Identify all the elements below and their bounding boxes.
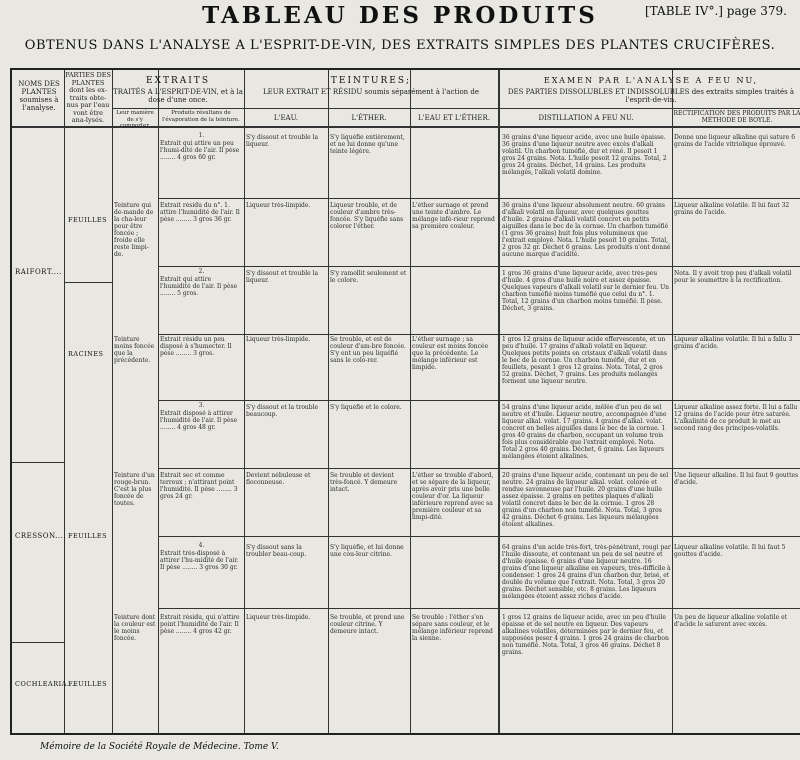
header-product: Produits résultans de l'évaporation de la teinture. bbox=[162, 110, 240, 123]
cell-eau: S'y dissout et la trouble beaucoup. bbox=[246, 404, 319, 418]
header-extraits: EXTRAITS bbox=[146, 76, 210, 86]
cell-rectification: Nota. Il y avoit trop peu d'alkali volatil pour le soumettre à la rectification. bbox=[674, 270, 792, 284]
header-eau-ether: L'EAU ET L'ÉTHER. bbox=[418, 114, 490, 122]
data-table bbox=[10, 68, 800, 735]
cell-product: Extrait qui attire l'humidité de l'air. Il pèse ........ 5 gros. bbox=[160, 276, 238, 297]
cell-rectification: Donne une liqueur alkaline qui sature 6 grains de l'acide vitriolique éprouvé. bbox=[674, 134, 796, 148]
cell-eau: S'y dissout et trouble la liqueur. bbox=[246, 134, 319, 148]
row-number: 2. bbox=[198, 268, 205, 275]
plant-part: FEUILLES bbox=[68, 216, 108, 224]
part-divider bbox=[64, 282, 112, 283]
cell-ether: S'y ramollit seulement et le colore. bbox=[330, 270, 407, 284]
col-divider bbox=[158, 70, 159, 733]
row-divider bbox=[158, 536, 800, 537]
footer-citation: Mémoire de la Société Royale de Médecine. Tome V. bbox=[40, 742, 279, 752]
table-reference: [TABLE IV°.] page 379. bbox=[645, 4, 787, 18]
cell-product: Extrait très-disposé à attirer l'hu-midité de l'air. Il pèse ........ 3 gros 30 gr. bbox=[160, 550, 239, 571]
cell-distillation: 36 grains d'une liqueur absolument neutre. 60 grains d'alkali volatil en liqueur, avec quelques gouttes d'huile. 2 grains d'alkali volatil concret en petits aiguilles dans le bec de la cornue. Un charbon tuméfié (1 gros 36 grains) huit fois plus volumineux que l'extrait employé. Nota. L'huile pesoit 10 grains. Total, 2 gros 32 gr. Déchet 6 grains. Les produits n'ont donné aucune marque d'acidité. bbox=[502, 202, 671, 258]
cell-manner: Teinture qui de-mande de la cha-leur pour être foncée ; froide elle reste limpi-de. bbox=[114, 202, 154, 258]
cell-eau: Liqueur très-limpide. bbox=[246, 202, 311, 209]
header-examen-sub: DES PARTIES DISSOLUBLES ET INDISSOLUBLES des extraits simples traités à l'esprit-de-vin. bbox=[507, 88, 795, 104]
cell-ether: Se trouble, et prend une couleur citrine. Y demeure intact. bbox=[330, 614, 405, 635]
cell-eau: Devient nébuleuse et floconneuse. bbox=[246, 472, 311, 486]
cell-distillation: 20 grains d'une liqueur acide, contenant un peu de sel neutre. 24 grains de liqueur alkal. volat. colorée et rendue savonneuse par l'huile. 20 grains d'une huile assez épaisse. 2 grains en petites plaques d'alkali volatil concret dans le bec de la cornue. 1 gros 28 grains d'un charbon non tuméfié. Nota. Total, 3 gros 42 grains. Déchet 6 grains. Les liqueurs mélangées étoient alkalines. bbox=[502, 472, 669, 528]
row-number: 3. bbox=[198, 402, 205, 409]
cell-eau-ether: L'éther surnage et prend une teinte d'ambre. Le mélange infé-rieur reprend sa première couleur. bbox=[412, 202, 495, 230]
cell-ether: S'y liquéfie entièrement, et ne lui donne qu'une teinte légère. bbox=[330, 134, 405, 155]
col-divider bbox=[244, 70, 245, 733]
cell-rectification: Liqueur alkaline volatile. Il lui faut 5 gouttes d'acide. bbox=[674, 544, 786, 558]
cell-product: Extrait qui attire un peu l'humi-dité de l'air. Il pèse ........ 4 gros 60 gr. bbox=[160, 140, 240, 161]
col-divider bbox=[672, 70, 673, 733]
cell-distillation: 54 grains d'une liqueur acide, mêlée d'un peu de sel neutre et d'huile. Liqueur neutre, accompagnée d'une liqueur alkal. volat. 17 grains. 4 grains d'alkal. volat. concret en belles aiguilles dans le bec de la cornue. 1 gros 40 grains de charbon, occupant un volume trois fois plus considérable que l'extrait employé. Nota. Total 2 gros 40 grains. Déchet, 6 grains. Les liqueurs mélangées étoient alkalines. bbox=[502, 404, 667, 460]
col-divider bbox=[112, 70, 113, 733]
col-divider bbox=[498, 70, 500, 733]
cell-product: Extrait résidu, qui n'attire point l'humidité de l'air. Il pèse ........ 4 gros 42 gr. bbox=[160, 614, 240, 635]
cell-product: Extrait résidu un peu disposé à s'humecter. Il pèse ........ 3 gros. bbox=[160, 336, 232, 357]
cell-rectification: Un peu de liqueur alkaline volatile et d'acide le saturent avec excès. bbox=[674, 614, 788, 628]
cell-distillation: 64 grains d'un acide très-fort, très-pénétrant, rougi par l'huile dissoute, et contenant un peu de sel neutre et d'huile épaisse. 6 grains d'une liqueur neutre. 16 grains d'une liqueur alkaline en vapeurs, très-difficile à condenser. 1 gros 24 grains d'un charbon dur, brisé, et double du volume que l'extrait. Nota. Total, 3 gros 20 grains. Déchet sensible, etc. 8 grains. Les liqueurs mélangées étoient assez riches d'acide. bbox=[502, 544, 671, 600]
plant-divider bbox=[12, 642, 64, 643]
cell-distillation: 1 gros 36 grains d'une liqueur acide, avec très-peu d'huile. 4 gros d'une huile noire et assez épaisse. Quelques vapeurs d'alkali volatil sur le dernier feu. Un charbon tuméfié moins tuméfié que celui du n°. 1. Total, 12 grains d'un charbon moins tuméfié. Il pèse. Déchet, 3 grains. bbox=[502, 270, 670, 312]
plant-divider bbox=[12, 462, 64, 463]
cell-distillation: 1 gros 12 grains de liqueur acide, avec un peu d'huile épaisse et de sel neutre en liqueur. Des vapeurs alkalines volatiles, déterminées par le dernier feu, et supposées peser 4 grains. 1 gros 24 grains de charbon non tuméfié. Nota. Total, 3 gros 46 grains. Déchet 8 grains. bbox=[502, 614, 669, 656]
header-extraits-sub: TRAITÉS A L'ESPRIT-DE-VIN, et à la dose d'une once. bbox=[113, 88, 243, 104]
cell-product: Extrait disposé à attirer l'humidité de l'air. Il pèse ........ 4 gros 48 gr. bbox=[160, 410, 238, 431]
col-divider bbox=[64, 70, 65, 733]
row-number: 1. bbox=[198, 132, 205, 139]
cell-ether: S'y liquéfie et le colore. bbox=[330, 404, 402, 411]
cell-product: Extrait résidu du n°. 1. attire l'humidité de l'air. Il pèse ........ 3 gros 36 gr. bbox=[160, 202, 240, 223]
plant-part: RACINES bbox=[68, 350, 104, 358]
cell-manner: Teinture moins foncée que la précédente. bbox=[114, 336, 155, 364]
col-divider bbox=[410, 70, 411, 733]
cell-eau-ether: Se trouble : l'éther s'en sépare sans couleur, et le mélange inférieur reprend la sienne. bbox=[412, 614, 493, 642]
cell-ether: Se trouble, et est de couleur d'am-bre foncée. S'y ent un peu liquéfié sans le colo-rer. bbox=[330, 336, 406, 364]
cell-distillation: 1 gros 12 grains de liqueur acide effervescente, et un peu d'huile. 17 grains d'alkali volatil en liqueur. Quelques petits points en cristaux d'alkali volatil dans le bec de la cornue. Un charbon tuméfié, dur et en feuillets, pesant 1 gros 12 grains. Nota. Total, 2 gros 52 grains. Déchet, 7 grains. Les produits mélangés forment une liqueur neutre. bbox=[502, 336, 667, 385]
header-noms: NOMS DES PLANTES soumises à l'analyse. bbox=[18, 80, 60, 112]
row-divider bbox=[158, 468, 800, 469]
header-manner: Leur manière de s'y comporter. bbox=[116, 110, 154, 129]
page-title: TABLEAU DES PRODUITS bbox=[202, 2, 598, 29]
cell-ether: S'y liquéfie, et lui donne une cou-leur citrine. bbox=[330, 544, 404, 558]
cell-eau: Liqueur très-limpide. bbox=[246, 614, 311, 621]
header-distillation: DISTILLATION A FEU NU. bbox=[538, 114, 634, 122]
plant-part: FEUILLES bbox=[68, 680, 108, 688]
row-divider bbox=[158, 266, 800, 267]
cell-product: Extrait sec et comme terreux ; n'attirant point l'humidité. Il pèse ........ 3 gros 24 gr. bbox=[160, 472, 238, 500]
header-rule bbox=[112, 108, 800, 109]
header-rectification: RECTIFICATION DES PRODUITS PAR LA MÉTHODE DE BOYLE. bbox=[673, 110, 800, 124]
header-teintures-sub: LEUR EXTRAIT ET RÉSIDU soumis séparément à l'action de bbox=[262, 88, 480, 96]
header-teintures: TEINTURES; bbox=[330, 76, 412, 86]
row-divider bbox=[158, 198, 800, 199]
cell-ether: Liqueur trouble, et de couleur d'ambre très-foncée. S'y liquéfie sans colorer l'éther. bbox=[330, 202, 404, 230]
cell-eau: Liqueur très-limpide. bbox=[246, 336, 311, 343]
cell-eau: S'y dissout et trouble la liqueur. bbox=[246, 270, 319, 284]
header-examen: EXAMEN PAR L'ANALYSE A FEU NU, bbox=[543, 76, 759, 85]
cell-eau: S'y dissout sans la troubler beau-coup. bbox=[246, 544, 307, 558]
cell-rectification: Liqueur alkaline volatile. Il lui a fallu 3 grains d'acide. bbox=[674, 336, 793, 350]
header-eau: L'EAU. bbox=[273, 114, 299, 122]
cell-eau-ether: L'éther se trouble d'abord, et se sépare de la liqueur, après avoir pris une belle couleur d'or. La liqueur inférieure reprend avec sa première couleur et sa limpi-dité. bbox=[412, 472, 494, 521]
row-number: 4. bbox=[198, 542, 205, 549]
plant-name: RAIFORT.... bbox=[15, 268, 62, 276]
plant-name: CRESSON.... bbox=[15, 532, 67, 540]
plant-part: FEUILLES bbox=[68, 532, 108, 540]
cell-rectification: Liqueur alkaline assez forte. Il lui a fallu 12 grains de l'acide pour être saturée. L'alkalinité de ce produit le met au second rang des principes-volatils. bbox=[674, 404, 798, 432]
row-divider bbox=[158, 608, 800, 609]
plant-name: COCHLEARIA.... bbox=[15, 680, 78, 688]
row-divider bbox=[158, 400, 800, 401]
cell-eau-ether: L'éther surnage ; sa couleur est moins foncée que la précédente. Le mélange inférieur est limpide. bbox=[412, 336, 489, 371]
col-divider bbox=[328, 70, 329, 733]
cell-distillation: 36 grains d'une liqueur acide, avec une huile épaisse. 36 grains d'une liqueur neutre avec excès d'alkali volatil. Un charbon tuméfié, dur et réné. Il pesoit 1 gros 24 grains. Nota. L'huile pesoit 12 grains. Total, 2 gros 24 grains. Déchet, 14 grains. Les produits mélangés, l'alkali volatil domine. bbox=[502, 134, 667, 176]
cell-rectification: Une liqueur alkaline. Il lui faut 9 gouttes d'acide. bbox=[674, 472, 799, 486]
cell-ether: Se trouble et devient très-foncé. Y demeure intact. bbox=[330, 472, 398, 493]
cell-manner: Teinture d'un rouge-brun. C'est la plus foncée de toutes. bbox=[114, 472, 155, 507]
header-parties: PARTIES DES PLANTES dont les ex-traits obte-nus par l'eau vont être ana-lysés. bbox=[65, 71, 111, 124]
page-subtitle: OBTENUS DANS L'ANALYSE A L'ESPRIT-DE-VIN, DES EXTRAITS SIMPLES DES PLANTES CRUCIFÈRES. bbox=[24, 38, 776, 53]
cell-rectification: Liqueur alkaline volatile. Il lui faut 32 grains de l'acide. bbox=[674, 202, 790, 216]
row-divider bbox=[158, 334, 800, 335]
header-ether: L'ÉTHER. bbox=[351, 114, 387, 122]
cell-manner: Teinture dont la couleur est le moins foncée. bbox=[114, 614, 156, 642]
